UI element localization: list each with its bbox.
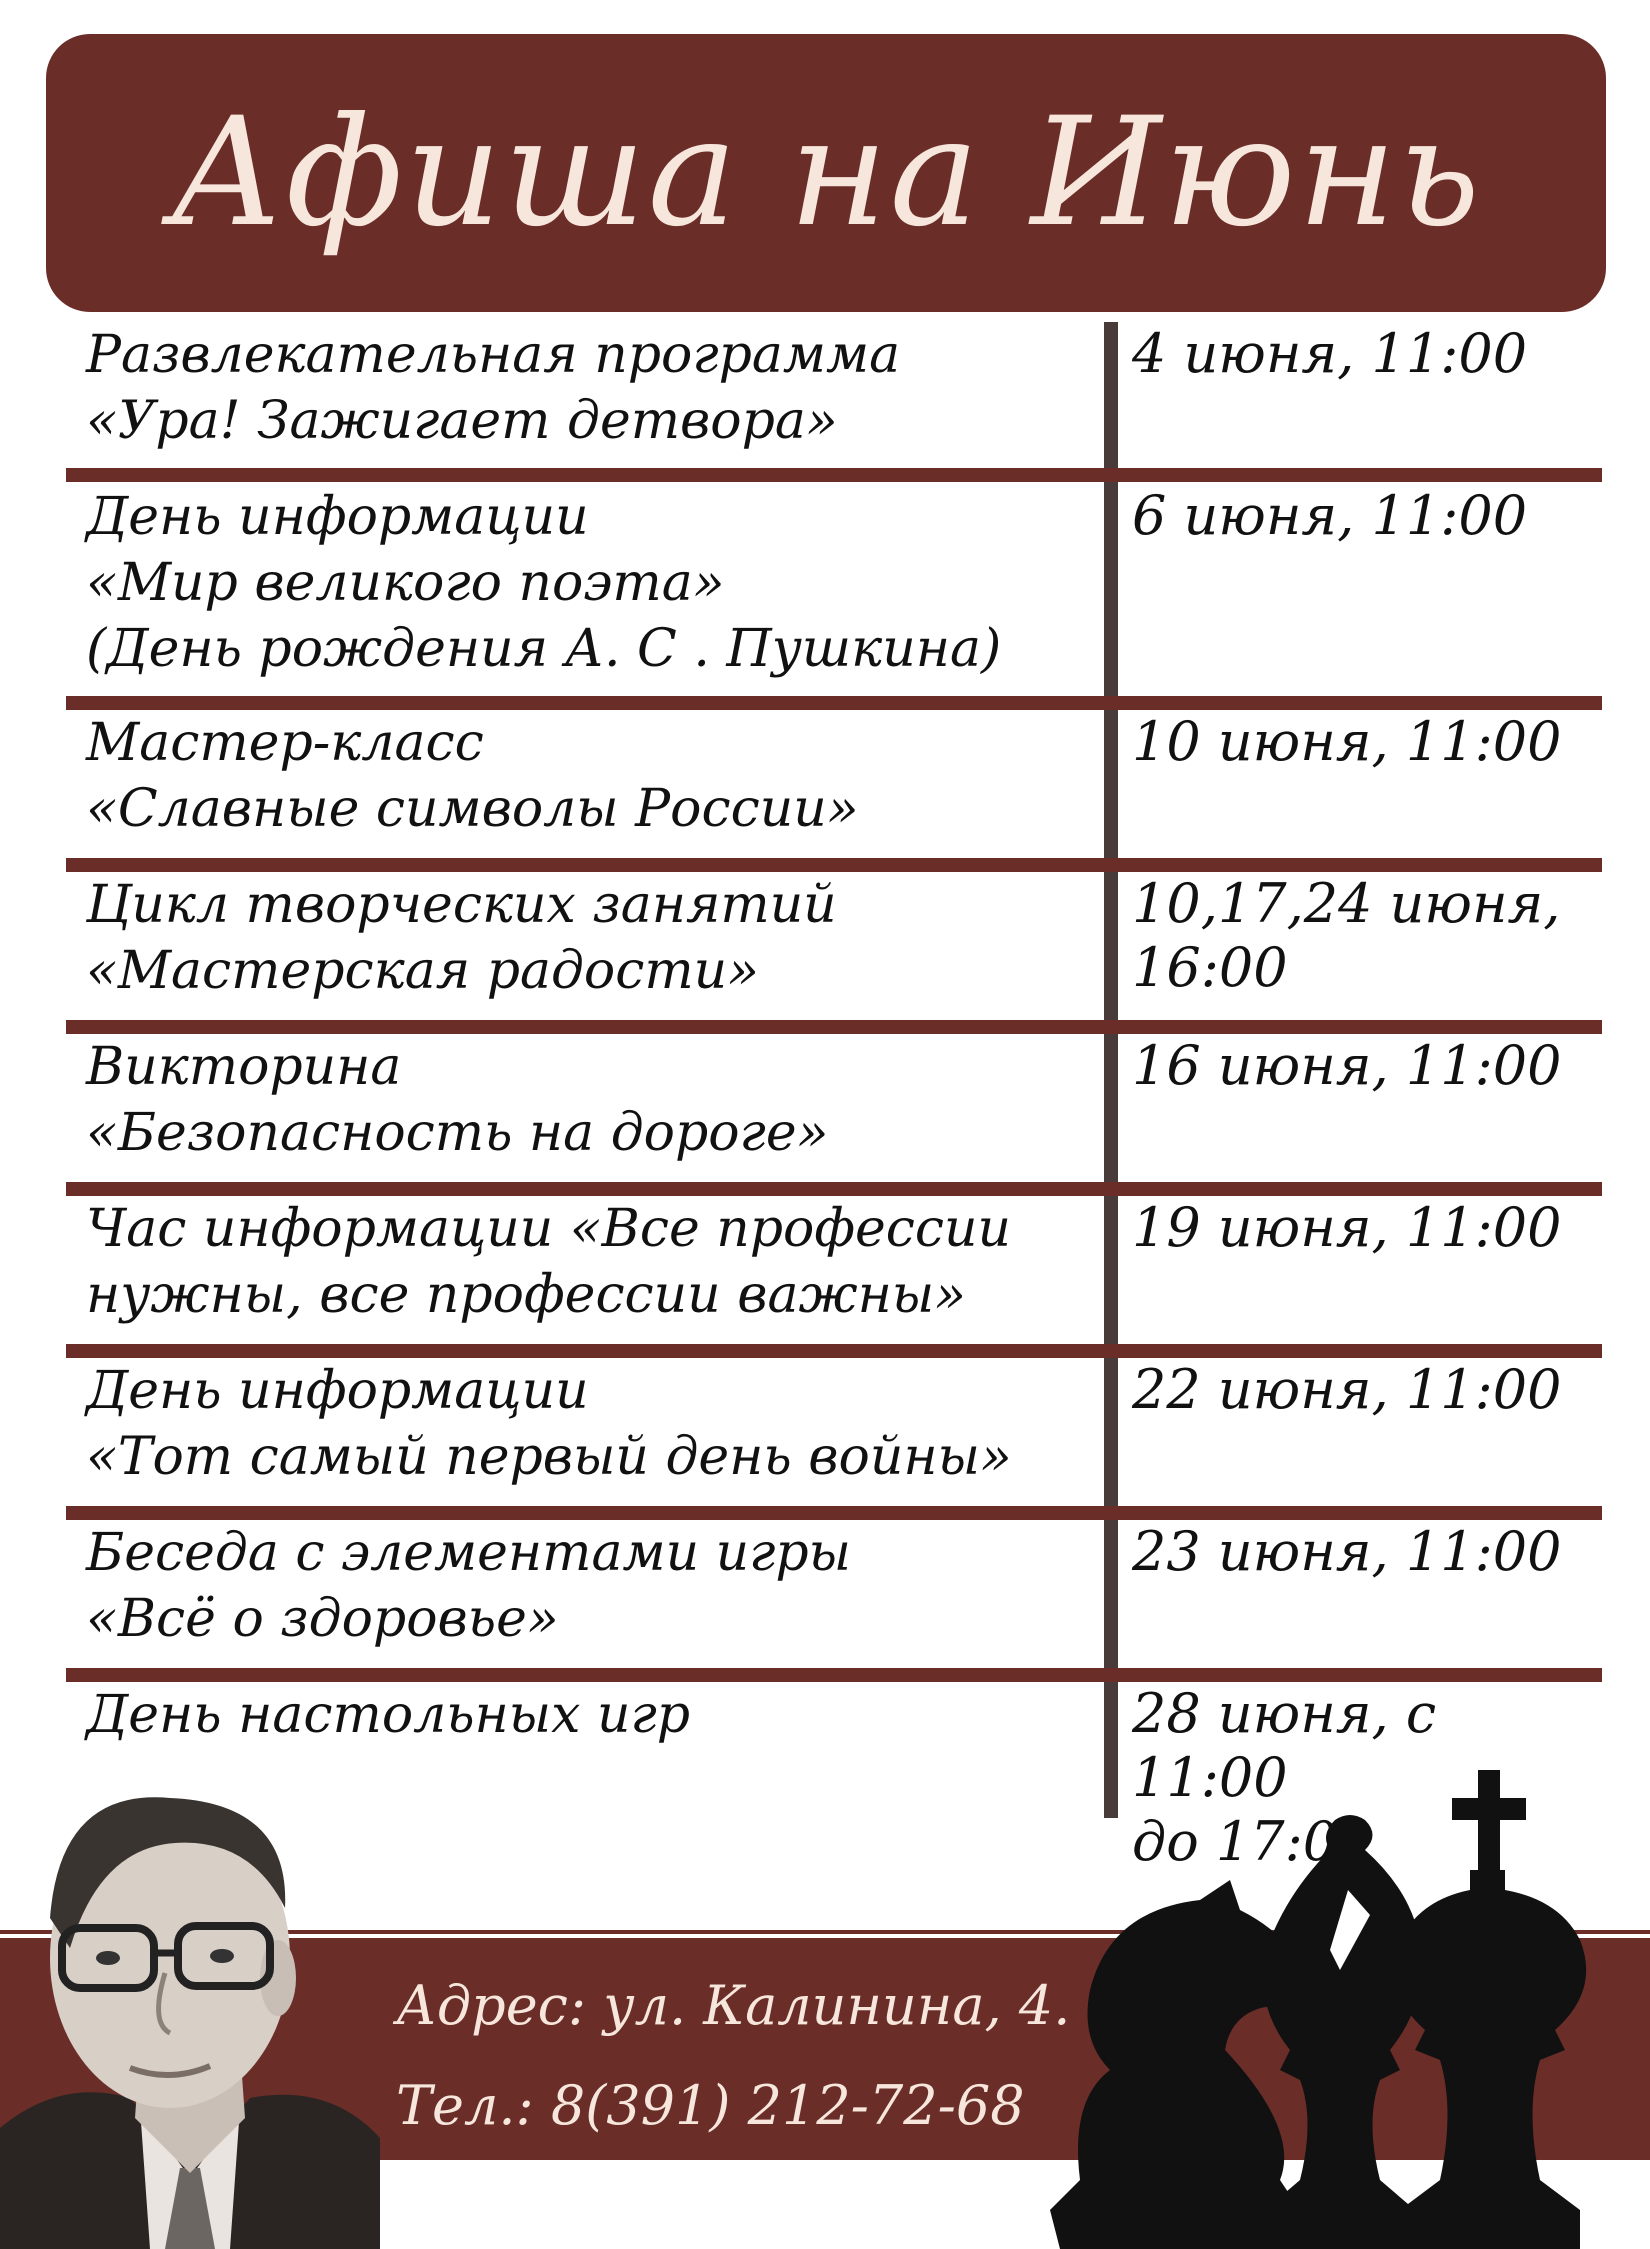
event-date: 19 июня, 11:00 [1132,1196,1562,1259]
event-title: Цикл творческих занятий «Мастерская радости» [86,875,837,1001]
address-text: Адрес: ул. Калинина, 4. [396,1974,1071,2037]
row-divider [66,1344,1602,1358]
event-date: 10 июня, 11:00 [1132,710,1562,773]
event-title: День настольных игр [86,1685,691,1745]
phone-text: Тел.: 8(391) 212-72-68 [396,2074,1025,2137]
event-date: 28 июня, с 11:00 до 17:00 [1132,1682,1437,1873]
event-title: День информации «Тот самый первый день войны» [86,1361,1012,1487]
page-title: Афиша на Июнь [169,86,1483,260]
row-divider [66,468,1602,482]
event-title: День информации «Мир великого поэта» (День рождения А. С . Пушкина) [86,487,1002,679]
portrait-photo [0,1748,380,2249]
event-date: 23 июня, 11:00 [1132,1520,1562,1583]
header-banner [46,34,1606,312]
schedule-table [66,322,1602,1873]
event-title: Час информации «Все профессии нужны, все профессии важны» [86,1199,1012,1325]
event-title: Развлекательная программа «Ура! Зажигает детвора» [86,325,901,451]
event-date: 6 июня, 11:00 [1132,484,1528,547]
event-title: Викторина «Безопасность на дороге» [86,1037,829,1163]
row-divider [66,1182,1602,1196]
column-divider [1104,322,1118,1818]
event-title: Беседа с элементами игры «Всё о здоровье» [86,1523,852,1649]
event-title: Мастер-класс «Славные символы России» [86,713,859,839]
event-date: 16 июня, 11:00 [1132,1034,1562,1097]
row-divider [66,1668,1602,1682]
row-divider [66,696,1602,710]
row-divider [66,1506,1602,1520]
event-date: 22 июня, 11:00 [1132,1358,1562,1421]
event-date: 4 июня, 11:00 [1132,322,1528,385]
row-divider [66,1020,1602,1034]
chess-pieces-illustration [1000,1740,1650,2249]
event-date: 10,17,24 июня, 16:00 [1132,872,1561,999]
row-divider [66,858,1602,872]
